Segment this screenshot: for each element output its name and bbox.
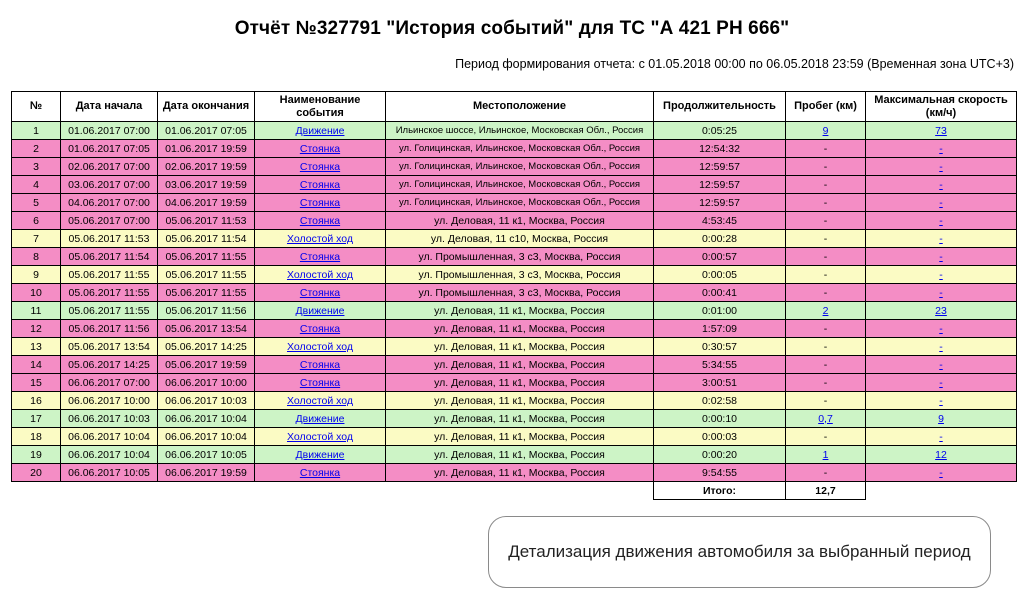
row-mileage: -: [786, 140, 866, 158]
row-duration: 9:54:55: [654, 464, 786, 482]
row-event-cell: [255, 356, 386, 374]
table-row: [12, 464, 1017, 482]
row-speed-cell: [866, 176, 1017, 194]
max-speed-link[interactable]: -: [939, 178, 943, 191]
row-start-date: 02.06.2017 07:00: [61, 158, 158, 176]
row-start-date: 04.06.2017 07:00: [61, 194, 158, 212]
row-event-cell: [255, 392, 386, 410]
row-speed-cell: [866, 320, 1017, 338]
row-start-date: 06.06.2017 10:04: [61, 428, 158, 446]
row-event-cell: [255, 446, 386, 464]
row-end-date: 06.06.2017 10:05: [158, 446, 255, 464]
row-end-date: 05.06.2017 11:55: [158, 248, 255, 266]
event-link[interactable]: Холостой ход: [286, 430, 353, 443]
row-speed-cell: [866, 230, 1017, 248]
row-speed-cell: [866, 374, 1017, 392]
max-speed-link[interactable]: -: [939, 430, 943, 443]
row-number: 17: [12, 410, 61, 428]
row-mileage: -: [786, 248, 866, 266]
events-table: [11, 91, 1017, 500]
row-mileage-cell: [786, 302, 866, 320]
row-speed-cell: [866, 248, 1017, 266]
table-row: [12, 428, 1017, 446]
max-speed-link[interactable]: -: [939, 340, 943, 353]
row-location: ул. Деловая, 11 к1, Москва, Россия: [386, 446, 654, 464]
row-duration: 0:00:20: [654, 446, 786, 464]
max-speed-link[interactable]: -: [939, 160, 943, 173]
mileage-link[interactable]: 9: [822, 124, 829, 137]
row-location: ул. Голицинская, Ильинское, Московская Обл., Россия: [386, 176, 654, 194]
row-mileage: -: [786, 158, 866, 176]
col-header-end-date: Дата окончания: [158, 92, 255, 122]
table-row: [12, 392, 1017, 410]
max-speed-link[interactable]: -: [939, 250, 943, 263]
col-header-mileage: Пробег (км): [786, 92, 866, 122]
max-speed-link[interactable]: -: [939, 376, 943, 389]
row-location: ул. Деловая, 11 к1, Москва, Россия: [386, 374, 654, 392]
col-header-duration: Продолжительность: [654, 92, 786, 122]
row-duration: 4:53:45: [654, 212, 786, 230]
row-mileage: -: [786, 230, 866, 248]
row-location: ул. Голицинская, Ильинское, Московская Обл., Россия: [386, 140, 654, 158]
row-location: ул. Деловая, 11 с10, Москва, Россия: [386, 230, 654, 248]
event-link[interactable]: Стоянка: [299, 286, 341, 299]
row-duration: 0:02:58: [654, 392, 786, 410]
row-number: 15: [12, 374, 61, 392]
callout-text: Детализация движения автомобиля за выбранный период: [508, 542, 971, 561]
max-speed-link[interactable]: 73: [935, 124, 947, 137]
row-speed-cell: [866, 284, 1017, 302]
row-start-date: 05.06.2017 11:56: [61, 320, 158, 338]
row-location: ул. Деловая, 11 к1, Москва, Россия: [386, 212, 654, 230]
row-number: 19: [12, 446, 61, 464]
max-speed-link[interactable]: -: [939, 286, 943, 299]
row-event-cell: [255, 230, 386, 248]
row-duration: 0:00:03: [654, 428, 786, 446]
row-mileage-cell: [786, 410, 866, 428]
row-mileage-cell: [786, 446, 866, 464]
row-start-date: 05.06.2017 11:55: [61, 266, 158, 284]
row-speed-cell: [866, 140, 1017, 158]
report-title: Отчёт №327791 "История событий" для ТС "А 421 РН 666": [234, 18, 790, 39]
row-duration: 12:54:32: [654, 140, 786, 158]
row-speed-cell: [866, 122, 1017, 140]
row-speed-cell: [866, 338, 1017, 356]
row-mileage: -: [786, 374, 866, 392]
row-end-date: 06.06.2017 10:03: [158, 392, 255, 410]
max-speed-link[interactable]: -: [939, 268, 943, 281]
event-link[interactable]: Движение: [295, 412, 345, 425]
table-row: [12, 356, 1017, 374]
row-mileage: -: [786, 266, 866, 284]
row-event-cell: [255, 176, 386, 194]
table-row: [12, 302, 1017, 320]
row-duration: 12:59:57: [654, 158, 786, 176]
row-location: ул. Промышленная, 3 с3, Москва, Россия: [386, 248, 654, 266]
event-link[interactable]: Стоянка: [299, 160, 341, 173]
row-duration: 12:59:57: [654, 194, 786, 212]
row-mileage: -: [786, 284, 866, 302]
mileage-link[interactable]: 2: [822, 304, 829, 317]
row-mileage: -: [786, 194, 866, 212]
row-start-date: 06.06.2017 10:00: [61, 392, 158, 410]
table-row: [12, 122, 1017, 140]
event-link[interactable]: Движение: [295, 304, 345, 317]
row-start-date: 05.06.2017 11:55: [61, 284, 158, 302]
row-duration: 0:00:05: [654, 266, 786, 284]
row-duration: 5:34:55: [654, 356, 786, 374]
max-speed-link[interactable]: -: [939, 214, 943, 227]
mileage-link[interactable]: 0,7: [818, 412, 833, 425]
event-link[interactable]: Движение: [295, 448, 345, 461]
detail-callout: [488, 516, 991, 588]
col-header-max-speed: Максимальная скорость (км/ч): [866, 92, 1017, 122]
max-speed-link[interactable]: 12: [935, 448, 947, 461]
table-row: [12, 446, 1017, 464]
row-event-cell: [255, 320, 386, 338]
row-number: 20: [12, 464, 61, 482]
row-event-cell: [255, 194, 386, 212]
event-link[interactable]: Стоянка: [299, 214, 341, 227]
max-speed-link[interactable]: 23: [935, 304, 947, 317]
row-speed-cell: [866, 356, 1017, 374]
max-speed-link[interactable]: -: [939, 466, 943, 479]
row-end-date: 06.06.2017 10:04: [158, 428, 255, 446]
row-duration: 0:30:57: [654, 338, 786, 356]
row-location: ул. Деловая, 11 к1, Москва, Россия: [386, 356, 654, 374]
table-header-row: [12, 92, 1017, 122]
max-speed-link[interactable]: -: [939, 358, 943, 371]
table-row: [12, 140, 1017, 158]
row-speed-cell: [866, 158, 1017, 176]
row-location: ул. Деловая, 11 к1, Москва, Россия: [386, 464, 654, 482]
row-number: 1: [12, 122, 61, 140]
row-speed-cell: [866, 266, 1017, 284]
row-mileage: -: [786, 428, 866, 446]
row-speed-cell: [866, 428, 1017, 446]
row-number: 12: [12, 320, 61, 338]
row-number: 9: [12, 266, 61, 284]
row-event-cell: [255, 284, 386, 302]
row-location: ул. Деловая, 11 к1, Москва, Россия: [386, 302, 654, 320]
row-number: 3: [12, 158, 61, 176]
event-link[interactable]: Стоянка: [299, 178, 341, 191]
event-link[interactable]: Холостой ход: [286, 394, 353, 407]
row-mileage: -: [786, 338, 866, 356]
row-end-date: 01.06.2017 19:59: [158, 140, 255, 158]
row-location: Ильинское шоссе, Ильинское, Московская Обл., Россия: [386, 122, 654, 140]
row-start-date: 03.06.2017 07:00: [61, 176, 158, 194]
row-end-date: 03.06.2017 19:59: [158, 176, 255, 194]
row-duration: 0:00:57: [654, 248, 786, 266]
row-start-date: 05.06.2017 14:25: [61, 356, 158, 374]
row-end-date: 06.06.2017 10:04: [158, 410, 255, 428]
row-start-date: 01.06.2017 07:00: [61, 122, 158, 140]
row-location: ул. Деловая, 11 к1, Москва, Россия: [386, 392, 654, 410]
row-event-cell: [255, 302, 386, 320]
row-event-cell: [255, 212, 386, 230]
row-number: 4: [12, 176, 61, 194]
event-link[interactable]: Стоянка: [299, 250, 341, 263]
table-row: [12, 194, 1017, 212]
max-speed-link[interactable]: -: [939, 322, 943, 335]
row-number: 16: [12, 392, 61, 410]
row-end-date: 04.06.2017 19:59: [158, 194, 255, 212]
table-row: [12, 320, 1017, 338]
row-end-date: 05.06.2017 19:59: [158, 356, 255, 374]
event-link[interactable]: Стоянка: [299, 376, 341, 389]
table-row: [12, 176, 1017, 194]
row-duration: 0:01:00: [654, 302, 786, 320]
totals-spacer: [12, 482, 654, 500]
row-speed-cell: [866, 212, 1017, 230]
row-speed-cell: [866, 410, 1017, 428]
max-speed-link[interactable]: -: [939, 142, 943, 155]
row-duration: 3:00:51: [654, 374, 786, 392]
row-speed-cell: [866, 392, 1017, 410]
table-row: [12, 158, 1017, 176]
row-end-date: 05.06.2017 14:25: [158, 338, 255, 356]
row-mileage: -: [786, 392, 866, 410]
row-location: ул. Промышленная, 3 с3, Москва, Россия: [386, 266, 654, 284]
row-duration: 1:57:09: [654, 320, 786, 338]
event-link[interactable]: Холостой ход: [286, 268, 353, 281]
row-duration: 0:05:25: [654, 122, 786, 140]
row-mileage: -: [786, 356, 866, 374]
row-location: ул. Голицинская, Ильинское, Московская Обл., Россия: [386, 194, 654, 212]
row-number: 5: [12, 194, 61, 212]
col-header-number: №: [12, 92, 61, 122]
row-duration: 0:00:10: [654, 410, 786, 428]
row-end-date: 06.06.2017 19:59: [158, 464, 255, 482]
row-end-date: 05.06.2017 11:54: [158, 230, 255, 248]
row-number: 14: [12, 356, 61, 374]
row-mileage: -: [786, 320, 866, 338]
row-end-date: 06.06.2017 10:00: [158, 374, 255, 392]
totals-mileage: 12,7: [786, 482, 866, 500]
row-duration: 12:59:57: [654, 176, 786, 194]
event-link[interactable]: Стоянка: [299, 142, 341, 155]
row-speed-cell: [866, 194, 1017, 212]
row-end-date: 02.06.2017 19:59: [158, 158, 255, 176]
table-row: [12, 212, 1017, 230]
row-event-cell: [255, 428, 386, 446]
row-number: 11: [12, 302, 61, 320]
row-start-date: 05.06.2017 11:55: [61, 302, 158, 320]
row-start-date: 05.06.2017 11:54: [61, 248, 158, 266]
table-row: [12, 284, 1017, 302]
event-link[interactable]: Холостой ход: [286, 232, 353, 245]
max-speed-link[interactable]: 9: [938, 412, 944, 425]
totals-spacer-right: [866, 482, 1017, 500]
table-row: [12, 410, 1017, 428]
row-location: ул. Деловая, 11 к1, Москва, Россия: [386, 428, 654, 446]
row-start-date: 06.06.2017 07:00: [61, 374, 158, 392]
row-number: 2: [12, 140, 61, 158]
table-row: [12, 266, 1017, 284]
row-end-date: 05.06.2017 11:53: [158, 212, 255, 230]
col-header-start-date: Дата начала: [61, 92, 158, 122]
row-location: ул. Деловая, 11 к1, Москва, Россия: [386, 320, 654, 338]
row-event-cell: [255, 248, 386, 266]
row-mileage: -: [786, 176, 866, 194]
row-location: ул. Деловая, 11 к1, Москва, Россия: [386, 410, 654, 428]
event-link[interactable]: Стоянка: [299, 466, 341, 479]
row-number: 13: [12, 338, 61, 356]
totals-row: [12, 482, 1017, 500]
row-end-date: 05.06.2017 11:55: [158, 266, 255, 284]
row-number: 6: [12, 212, 61, 230]
event-link[interactable]: Стоянка: [299, 358, 341, 371]
row-end-date: 05.06.2017 11:55: [158, 284, 255, 302]
row-number: 18: [12, 428, 61, 446]
row-start-date: 05.06.2017 07:00: [61, 212, 158, 230]
event-link[interactable]: Холостой ход: [286, 340, 353, 353]
table-row: [12, 338, 1017, 356]
table-row: [12, 374, 1017, 392]
row-start-date: 01.06.2017 07:05: [61, 140, 158, 158]
mileage-link[interactable]: 1: [822, 448, 829, 461]
row-start-date: 06.06.2017 10:04: [61, 446, 158, 464]
row-start-date: 05.06.2017 13:54: [61, 338, 158, 356]
row-duration: 0:00:41: [654, 284, 786, 302]
row-event-cell: [255, 158, 386, 176]
table-row: [12, 248, 1017, 266]
row-start-date: 05.06.2017 11:53: [61, 230, 158, 248]
row-event-cell: [255, 338, 386, 356]
col-header-location: Местоположение: [386, 92, 654, 122]
row-end-date: 05.06.2017 11:56: [158, 302, 255, 320]
max-speed-link[interactable]: -: [939, 394, 943, 407]
row-duration: 0:00:28: [654, 230, 786, 248]
row-location: ул. Голицинская, Ильинское, Московская Обл., Россия: [386, 158, 654, 176]
row-event-cell: [255, 122, 386, 140]
row-mileage-cell: [786, 122, 866, 140]
event-link[interactable]: Стоянка: [299, 196, 341, 209]
row-start-date: 06.06.2017 10:03: [61, 410, 158, 428]
row-event-cell: [255, 464, 386, 482]
row-speed-cell: [866, 464, 1017, 482]
table-row: [12, 230, 1017, 248]
row-speed-cell: [866, 302, 1017, 320]
row-event-cell: [255, 374, 386, 392]
totals-label: Итого:: [654, 482, 786, 500]
row-number: 8: [12, 248, 61, 266]
row-location: ул. Промышленная, 3 с3, Москва, Россия: [386, 284, 654, 302]
max-speed-link[interactable]: -: [939, 232, 943, 245]
row-mileage: -: [786, 212, 866, 230]
report-period: Период формирования отчета: с 01.05.2018 00:00 по 06.05.2018 23:59 (Временная зона UTC+3): [455, 57, 1014, 71]
row-event-cell: [255, 410, 386, 428]
row-event-cell: [255, 140, 386, 158]
row-number: 7: [12, 230, 61, 248]
row-event-cell: [255, 266, 386, 284]
max-speed-link[interactable]: -: [939, 196, 943, 209]
event-link[interactable]: Движение: [295, 124, 345, 137]
row-end-date: 01.06.2017 07:05: [158, 122, 255, 140]
row-start-date: 06.06.2017 10:05: [61, 464, 158, 482]
row-end-date: 05.06.2017 13:54: [158, 320, 255, 338]
row-location: ул. Деловая, 11 к1, Москва, Россия: [386, 338, 654, 356]
row-speed-cell: [866, 446, 1017, 464]
event-link[interactable]: Стоянка: [299, 322, 341, 335]
col-header-event-name: Наименование события: [255, 92, 386, 122]
row-mileage: -: [786, 464, 866, 482]
row-number: 10: [12, 284, 61, 302]
